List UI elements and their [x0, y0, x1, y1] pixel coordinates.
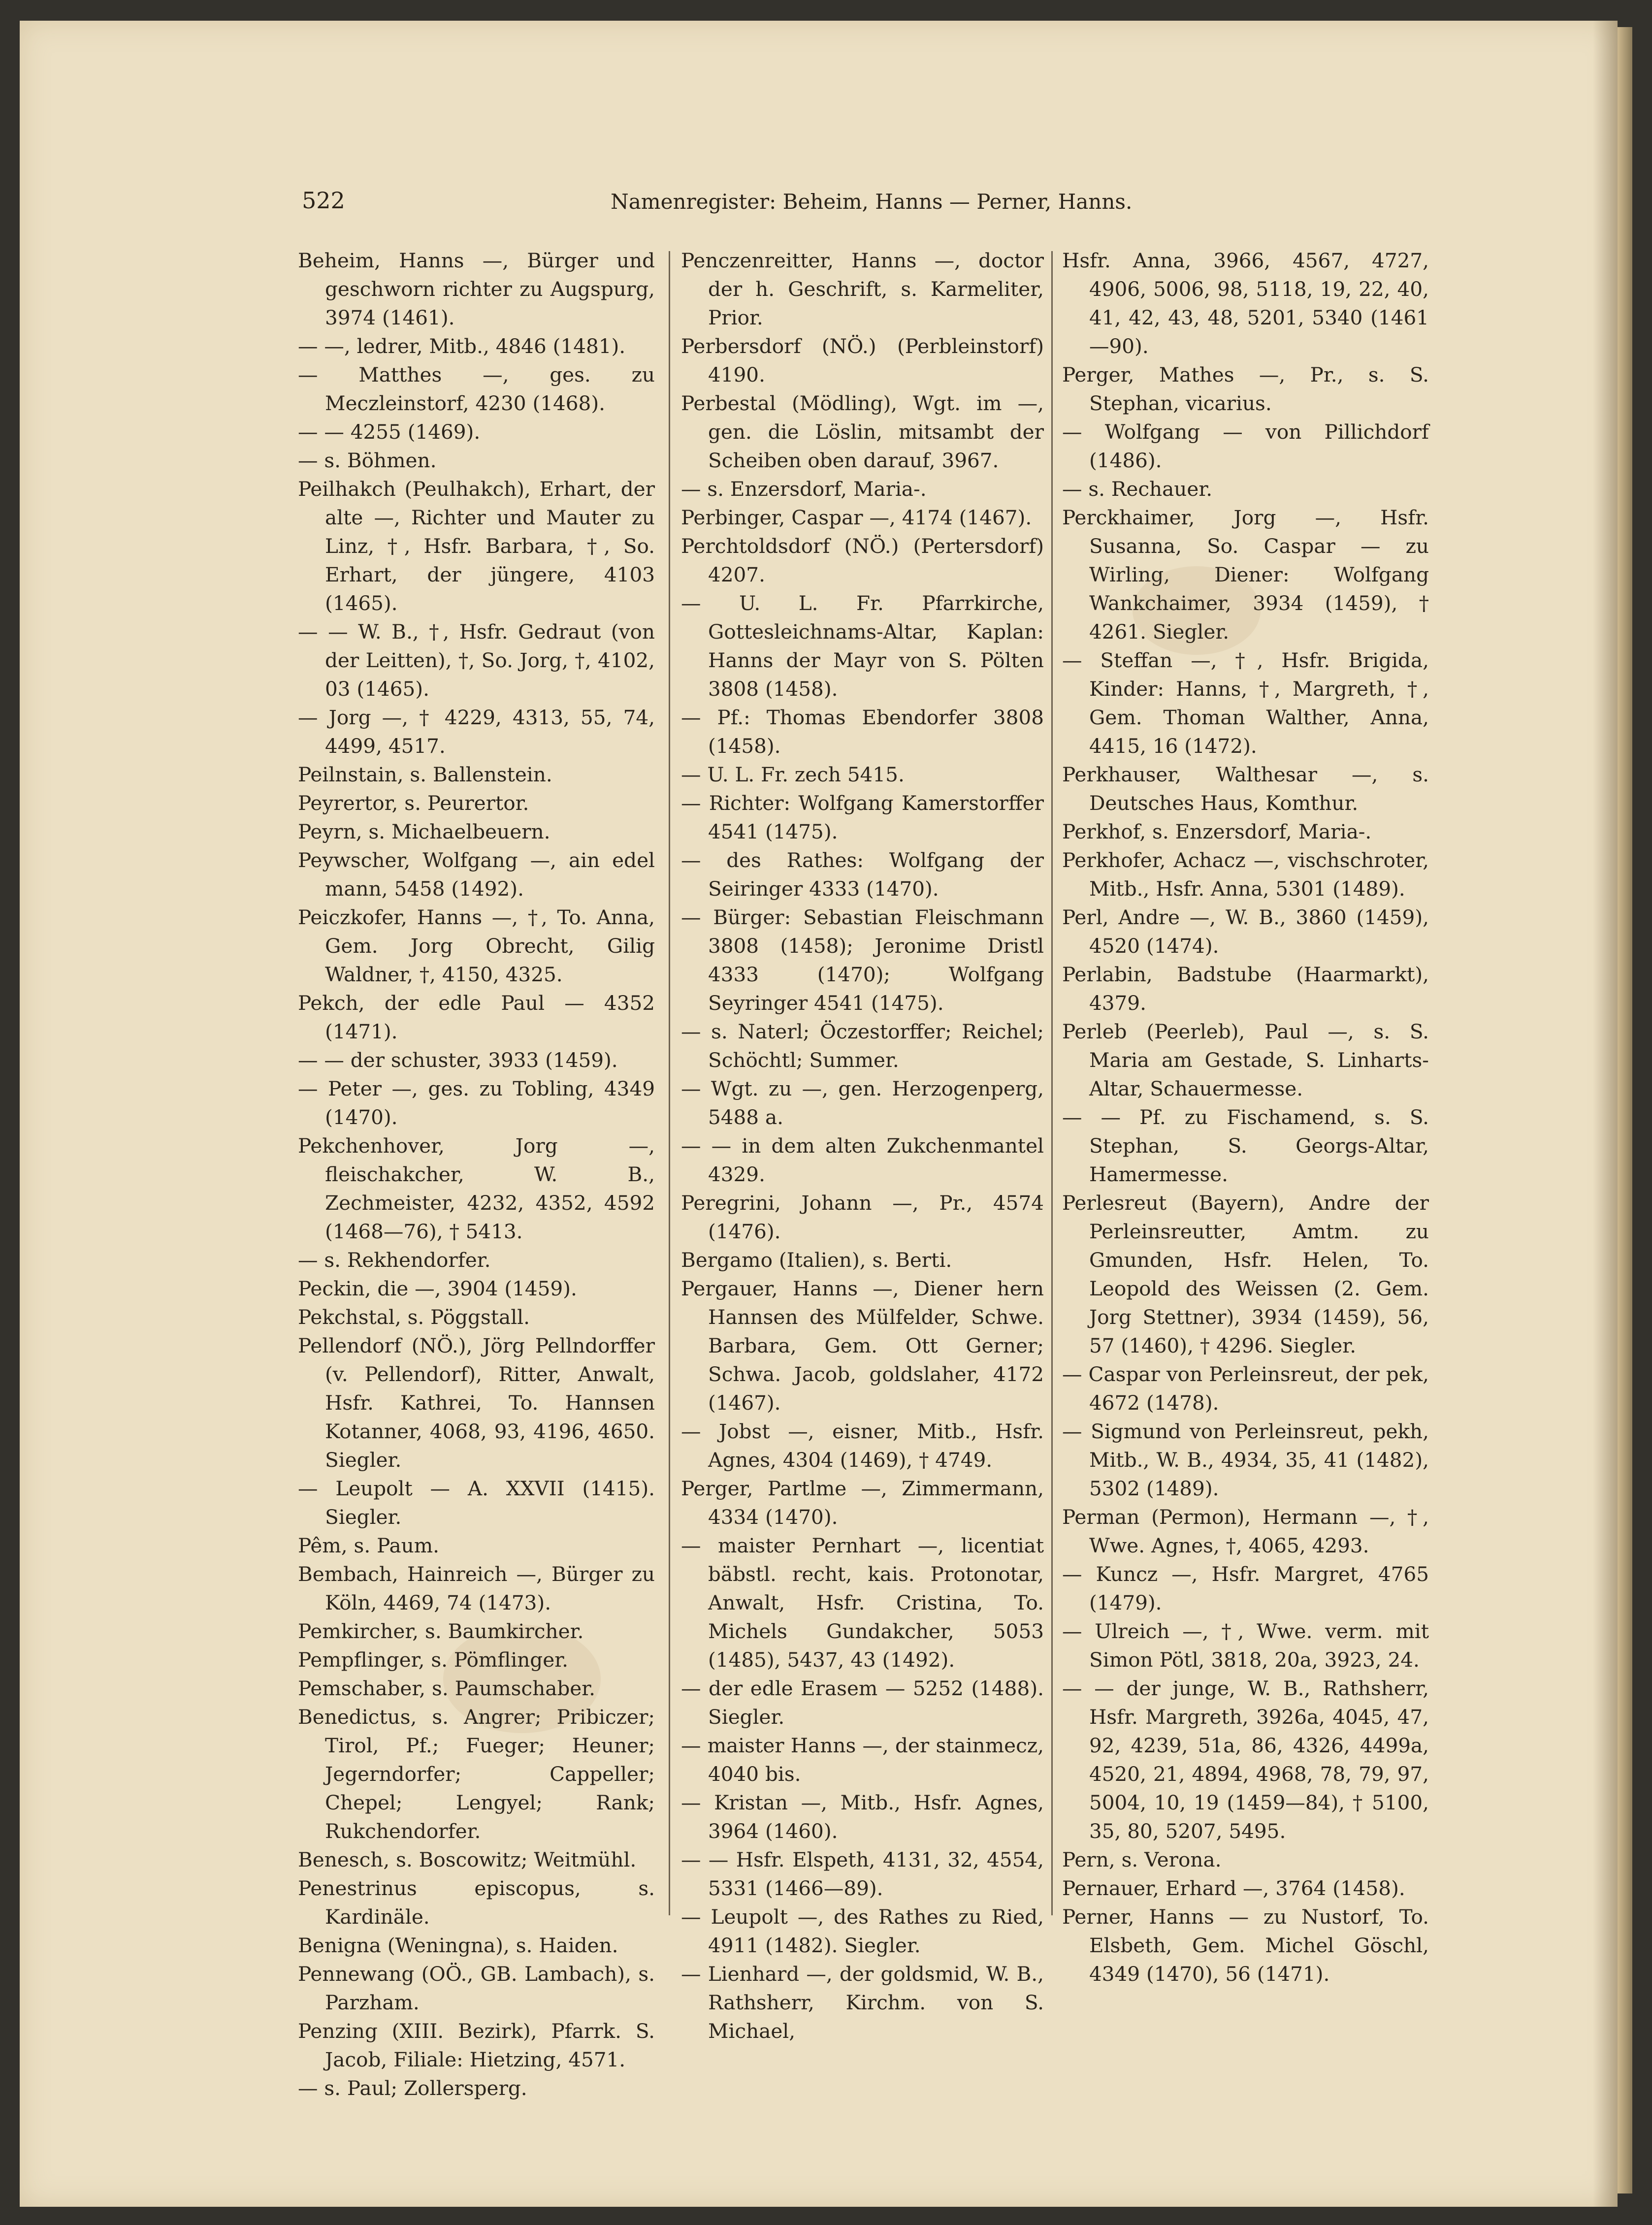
- page-number: 522: [302, 187, 345, 214]
- index-entry: — Lienhard —, der goldsmid, W. B., Rathsherr, Kirchm. von S. Michael,: [681, 1962, 1044, 2043]
- index-entry: — — W. B., †, Hsfr. Gedraut (von der Leitten), †, So. Jorg, †, 4102, 03 (1465).: [298, 620, 655, 701]
- column-divider: [669, 251, 670, 1915]
- index-entry: Benedictus, s. Angrer; Pribiczer; Tirol, Pf.; Fueger; Heuner; Jegerndorfer; Cappeller; Chepel; Lengyel; Rank; Rukchendorfer.: [298, 1705, 655, 1843]
- index-entry: — Leupolt —, des Rathes zu Ried, 4911 (1482). Siegler.: [681, 1905, 1044, 1957]
- index-entry: Peregrini, Johann —, Pr., 4574 (1476).: [681, 1191, 1044, 1243]
- index-entry: Pennewang (OÖ., GB. Lambach), s. Parzham.: [298, 1962, 655, 2014]
- index-entry: Pemkircher, s. Baumkircher.: [298, 1619, 584, 1643]
- index-entry: — s. Enzersdorf, Maria-.: [681, 477, 927, 501]
- index-entry: — Richter: Wolfgang Kamerstorffer 4541 (1475).: [681, 791, 1044, 843]
- index-entry: — s. Rechauer.: [1062, 477, 1213, 501]
- index-entry: Pergauer, Hanns —, Diener hern Hannsen des Mülfelder, Schwe. Barbara, Gem. Ott Gerner; Schwa. Jacob, goldslaher, 4172 (1467).: [681, 1277, 1044, 1415]
- index-entry: Peiczkofer, Hanns —, †, To. Anna, Gem. Jorg Obrecht, Gilig Waldner, †, 4150, 4325.: [298, 905, 655, 986]
- index-entry: — Wolfgang — von Pillichdorf (1486).: [1062, 420, 1429, 472]
- index-entry: Benesch, s. Boscowitz; Weitmühl.: [298, 1848, 637, 1871]
- index-entry: Peilhakch (Peulhakch), Erhart, der alte —, Richter und Mauter zu Linz, †, Hsfr. Barbara, †, So. Erhart, der jüngere, 4103 (1465).: [298, 477, 655, 615]
- index-entry: Perlabin, Badstube (Haarmarkt), 4379.: [1062, 963, 1429, 1015]
- index-entry: — Sigmund von Perleinsreut, pekh, Mitb., W. B., 4934, 35, 41 (1482), 5302 (1489).: [1062, 1419, 1429, 1500]
- index-entry: — — Hsfr. Elspeth, 4131, 32, 4554, 5331 (1466—89).: [681, 1848, 1044, 1900]
- index-entry: Beheim, Hanns —, Bürger und geschworn richter zu Augspurg, 3974 (1461).: [298, 249, 655, 329]
- index-entry: — Leupolt — A. XXVII (1415). Siegler.: [298, 1477, 655, 1529]
- index-entry: — Matthes —, ges. zu Meczleinstorf, 4230 (1468).: [298, 363, 655, 415]
- index-entry: — s. Böhmen.: [298, 449, 437, 472]
- index-entry: Hsfr. Anna, 3966, 4567, 4727, 4906, 5006, 98, 5118, 19, 22, 40, 41, 42, 43, 48, 5201, 5340 (1461—90).: [1062, 249, 1429, 358]
- index-entry: — Pf.: Thomas Ebendorfer 3808 (1458).: [681, 706, 1044, 758]
- index-entry: Pern, s. Verona.: [1062, 1848, 1222, 1871]
- index-entry: Peckin, die —, 3904 (1459).: [298, 1277, 577, 1300]
- index-entry: — Steffan —, †, Hsfr. Brigida, Kinder: Hanns, †, Margreth, †, Gem. Thoman Walther, Anna, 4415, 16 (1472).: [1062, 648, 1429, 758]
- index-entry: Bembach, Hainreich —, Bürger zu Köln, 4469, 74 (1473).: [298, 1562, 655, 1614]
- index-entry: Peyrn, s. Michaelbeuern.: [298, 820, 551, 843]
- index-entry: Perkhauser, Walthesar —, s. Deutsches Haus, Komthur.: [1062, 763, 1429, 815]
- index-entry: — Wgt. zu —, gen. Herzogenperg, 5488 a.: [681, 1077, 1044, 1129]
- index-entry: Pemschaber, s. Paumschaber.: [298, 1677, 596, 1700]
- index-entry: — U. L. Fr. zech 5415.: [681, 763, 905, 786]
- index-entry: — Kristan —, Mitb., Hsfr. Agnes, 3964 (1460).: [681, 1791, 1044, 1843]
- index-entry: Perner, Hanns — zu Nustorf, To. Elsbeth, Gem. Michel Göschl, 4349 (1470), 56 (1471).: [1062, 1905, 1429, 1986]
- index-entry: Perl, Andre —, W. B., 3860 (1459), 4520 (1474).: [1062, 905, 1429, 958]
- index-entry: — Caspar von Perleinsreut, der pek, 4672 (1478).: [1062, 1362, 1429, 1415]
- index-entry: — Kuncz —, Hsfr. Margret, 4765 (1479).: [1062, 1562, 1429, 1614]
- index-entry: — der edle Erasem — 5252 (1488). Siegler.: [681, 1677, 1044, 1729]
- index-entry: — s. Rekhendorfer.: [298, 1248, 491, 1272]
- index-entry: — — in dem alten Zukchenmantel 4329.: [681, 1134, 1044, 1186]
- index-entry: Perleb (Peerleb), Paul —, s. S. Maria am Gestade, S. Linharts-Altar, Schauermesse.: [1062, 1020, 1429, 1100]
- index-entry: — Peter —, ges. zu Tobling, 4349 (1470).: [298, 1077, 655, 1129]
- index-entry: Bergamo (Italien), s. Berti.: [681, 1248, 952, 1272]
- index-entry: Pellendorf (NÖ.), Jörg Pellndorffer (v. Pellendorf), Ritter, Anwalt, Hsfr. Kathrei, To. Hannsen Kotanner, 4068, 93, 4196, 4650. Siegler.: [298, 1334, 655, 1472]
- index-entry: Pempflinger, s. Pömflinger.: [298, 1648, 568, 1672]
- index-entry: — —, ledrer, Mitb., 4846 (1481).: [298, 334, 626, 358]
- index-entry: Pekchenhover, Jorg —, fleischakcher, W. B., Zechmeister, 4232, 4352, 4592 (1468—76), † 5413.: [298, 1134, 655, 1243]
- index-entry: Perbestal (Mödling), Wgt. im —, gen. die Löslin, mitsambt der Scheiben oben darauf, 3967.: [681, 391, 1044, 472]
- index-entry: Perkhof, s. Enzersdorf, Maria-.: [1062, 820, 1372, 843]
- index-entry: Penzing (XIII. Bezirk), Pfarrk. S. Jacob, Filiale: Hietzing, 4571.: [298, 2019, 655, 2071]
- page-running-title: Namenregister: Beheim, Hanns — Perner, Hanns.: [611, 190, 1133, 214]
- index-entry: Perman (Permon), Hermann —, †, Wwe. Agnes, †, 4065, 4293.: [1062, 1505, 1429, 1557]
- index-entry: — — der schuster, 3933 (1459).: [298, 1048, 618, 1072]
- index-column-1: [298, 246, 655, 2102]
- index-entry: — maister Pernhart —, licentiat bäbstl. recht, kais. Protonotar, Anwalt, Hsfr. Cristina, To. Michels Gundakcher, 5053 (1485), 5437, 43 (1492).: [681, 1534, 1044, 1672]
- index-entry: Pêm, s. Paum.: [298, 1534, 440, 1557]
- index-entry: Perckhaimer, Jorg —, Hsfr. Susanna, So. Caspar — zu Wirling, Diener: Wolfgang Wankchaimer, 3934 (1459), † 4261. Siegler.: [1062, 506, 1429, 644]
- index-entry: Perkhofer, Achacz —, vischschroter, Mitb., Hsfr. Anna, 5301 (1489).: [1062, 848, 1429, 901]
- page-right-edge: [1618, 27, 1632, 2193]
- column-divider: [1051, 251, 1053, 1915]
- index-entry: Benigna (Weningna), s. Haiden.: [298, 1934, 618, 1957]
- index-entry: Perger, Mathes —, Pr., s. S. Stephan, vicarius.: [1062, 363, 1429, 415]
- index-entry: Pekch, der edle Paul — 4352 (1471).: [298, 991, 655, 1043]
- index-entry: Perger, Partlme —, Zimmermann, 4334 (1470).: [681, 1477, 1044, 1529]
- index-entry: — Jorg —, † 4229, 4313, 55, 74, 4499, 4517.: [298, 706, 655, 758]
- index-entry: Peyrertor, s. Peurertor.: [298, 791, 529, 815]
- index-entry: — des Rathes: Wolfgang der Seiringer 4333 (1470).: [681, 848, 1044, 901]
- index-entry: Peilnstain, s. Ballenstein.: [298, 763, 552, 786]
- index-entry: Peywscher, Wolfgang —, ain edel mann, 5458 (1492).: [298, 848, 655, 901]
- index-entry: — maister Hanns —, der stainmecz, 4040 bis.: [681, 1734, 1044, 1786]
- index-entry: — Ulreich —, †, Wwe. verm. mit Simon Pötl, 3818, 20a, 3923, 24.: [1062, 1619, 1429, 1672]
- index-entry: — — der junge, W. B., Rathsherr, Hsfr. Margreth, 3926a, 4045, 47, 92, 4239, 51a, 86, 4326, 4499a, 4520, 21, 4894, 4968, 78, 79, 97, 5004, 10, 19 (1459—84), † 5100, 35, 80, 5207, 5495.: [1062, 1677, 1429, 1843]
- index-column-3: [1062, 246, 1429, 1988]
- page-gutter-shadow: [1593, 21, 1618, 2207]
- index-entry: — — 4255 (1469).: [298, 420, 481, 444]
- index-column-2: [681, 246, 1044, 2045]
- index-entry: — s. Naterl; Öczestorffer; Reichel; Schöchtl; Summer.: [681, 1020, 1044, 1072]
- index-entry: Pekchstal, s. Pöggstall.: [298, 1305, 530, 1329]
- index-entry: — U. L. Fr. Pfarrkirche, Gottesleichnams-Altar, Kaplan: Hanns der Mayr von S. Pölten 3808 (1458).: [681, 591, 1044, 701]
- index-entry: — s. Paul; Zollersperg.: [298, 2076, 527, 2100]
- index-entry: — Jobst —, eisner, Mitb., Hsfr. Agnes, 4304 (1469), † 4749.: [681, 1419, 1044, 1472]
- index-entry: Perbersdorf (NÖ.) (Perbleinstorf) 4190.: [681, 334, 1044, 387]
- index-entry: — — Pf. zu Fischamend, s. S. Stephan, S. Georgs-Altar, Hamermesse.: [1062, 1105, 1429, 1186]
- index-entry: Pernauer, Erhard —, 3764 (1458).: [1062, 1876, 1405, 1900]
- index-entry: Penestrinus episcopus, s. Kardinäle.: [298, 1876, 655, 1929]
- index-entry: Perbinger, Caspar —, 4174 (1467).: [681, 506, 1032, 529]
- index-entry: Perchtoldsdorf (NÖ.) (Pertersdorf) 4207.: [681, 534, 1044, 586]
- index-entry: Penczenreitter, Hanns —, doctor der h. Geschrift, s. Karmeliter, Prior.: [681, 249, 1044, 329]
- index-entry: Perlesreut (Bayern), Andre der Perleinsreutter, Amtm. zu Gmunden, Hsfr. Helen, To. Leopold des Weissen (2. Gem. Jorg Stettner), 3934 (1459), 56, 57 (1460), † 4296. Siegler.: [1062, 1191, 1429, 1357]
- index-entry: — Bürger: Sebastian Fleischmann 3808 (1458); Jeronime Dristl 4333 (1470); Wolfgang Seyringer 4541 (1475).: [681, 905, 1044, 1015]
